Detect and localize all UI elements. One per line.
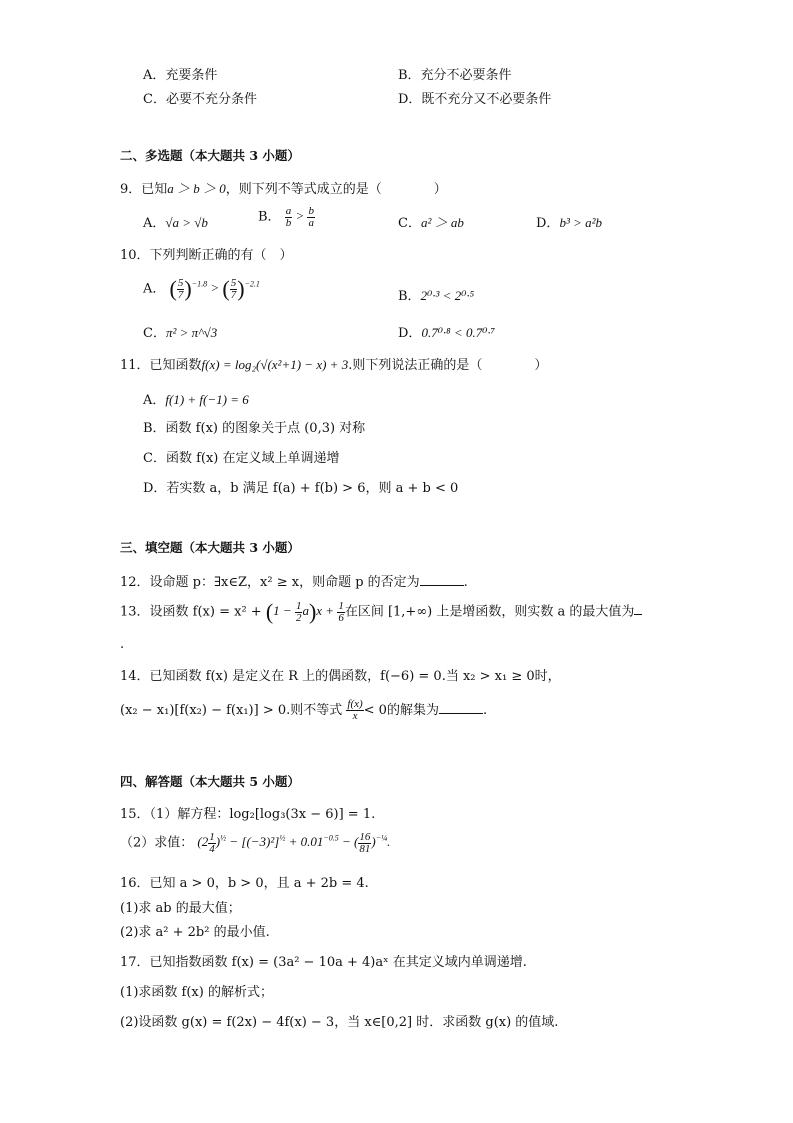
q10-option-b: B．2⁰·³ < 2⁰·⁵ <box>398 288 475 304</box>
q9-option-d: D．b³ > a²b <box>536 215 603 231</box>
question-9: 9．已知a ＞ b ＞ 0，则下列不等式成立的是（ ） <box>120 181 447 197</box>
question-14-cont: (x₂ − x₁)[f(x₂) − f(x₁)] > 0.则不等式 $\frac{f(x)}{x}$ < 0的解集为 . <box>120 698 488 722</box>
answer-blank[interactable] <box>634 602 642 615</box>
q11-option-c: C．函数 f(x) 在定义域上单调递增 <box>143 451 340 466</box>
q17-part2: (2)设函数 g(x) = f(2x) − 4f(x) − 3，当 x∈[0,2] 时．求函数 g(x) 的值域. <box>120 1015 559 1030</box>
question-16: 16．已知 a > 0，b > 0，且 a + 2b = 4. <box>120 876 369 891</box>
q8-option-b: B．充分不必要条件 <box>398 68 512 83</box>
q8-option-c: C．必要不充分条件 <box>143 92 257 107</box>
q8-option-d: D．既不充分又不必要条件 <box>398 92 552 107</box>
question-11: 11．已知函数f(x) = log₂(√(x²+1) − x) + 3.则下列说法正确的是（ ） <box>120 357 548 373</box>
question-13: 13．设函数 f(x) = x² + (1 − $\frac{1}{2}$ a)x + $\frac{1}{6}$ 在区间 [1,+∞) 上是增函数，则实数 a 的最大值为 <box>120 601 642 635</box>
q10-option-d: D．0.7⁰·⁸ < 0.7⁰·⁷ <box>398 325 496 341</box>
q16-part1: (1)求 ab 的最大值； <box>120 901 241 916</box>
question-17: 17．已知指数函数 f(x) = (3a² − 10a + 4)aˣ 在其定义域内单调递增. <box>120 955 527 970</box>
q11-option-a: A．f(1) + f(−1) = 6 <box>143 392 249 408</box>
q10-option-c: C．π² > π^√3 <box>143 325 218 341</box>
q13-continuation: . <box>120 637 125 652</box>
section-heading-solutions: 四、解答题（本大题共 5 小题） <box>120 774 300 789</box>
q11-option-b: B．函数 f(x) 的图象关于点 (0,3) 对称 <box>143 421 366 436</box>
q9-option-b: B． $\frac{a}{b}$ > $\frac{b}{a}$ <box>258 205 314 229</box>
q16-part2: (2)求 a² + 2b² 的最小值. <box>120 925 270 940</box>
question-14: 14．已知函数 f(x) 是定义在 R 上的偶函数，f(−6) = 0.当 x₂ > x₁ ≥ 0时， <box>120 669 561 684</box>
q9-option-c: C．a² ＞ ab <box>398 215 464 231</box>
answer-blank[interactable] <box>439 701 483 714</box>
question-12: 12．设命题 p：∃x∈Z，x² ≥ x，则命题 p 的否定为 . <box>120 575 468 590</box>
section-heading-multiple-choice: 二、多选题（本大题共 3 小题） <box>120 148 300 163</box>
answer-blank[interactable] <box>420 573 464 586</box>
q11-option-d: D．若实数 a，b 满足 f(a) + f(b) > 6，则 a + b < 0 <box>143 481 459 496</box>
q17-part1: (1)求函数 f(x) 的解析式； <box>120 985 273 1000</box>
question-15-part1: 15．（1）解方程：log₂[log₃(3x − 6)] = 1. <box>120 807 376 822</box>
q10-option-a: A． ( $\frac{5}{7}$ )$^{-1.8}$ > ( $\frac{5}{7}$ )$^{-2.1}$ <box>143 276 260 302</box>
section-heading-fill-in: 三、填空题（本大题共 3 小题） <box>120 540 300 555</box>
question-10: 10．下列判断正确的有（ ） <box>120 248 293 263</box>
question-15-part2: （2）求值： (2 $\frac{1}{4}$ )$^{\frac{1}{2}} - [(-3)^2]^{\frac{1}{2}} + 0.01^{-0.5}$ − ( $\frac{16}{81}$ )$^{-\frac{1}{4}}$. <box>120 831 391 855</box>
q8-option-a: A．充要条件 <box>143 68 218 83</box>
q9-option-a: A．√a > √b <box>143 215 208 231</box>
